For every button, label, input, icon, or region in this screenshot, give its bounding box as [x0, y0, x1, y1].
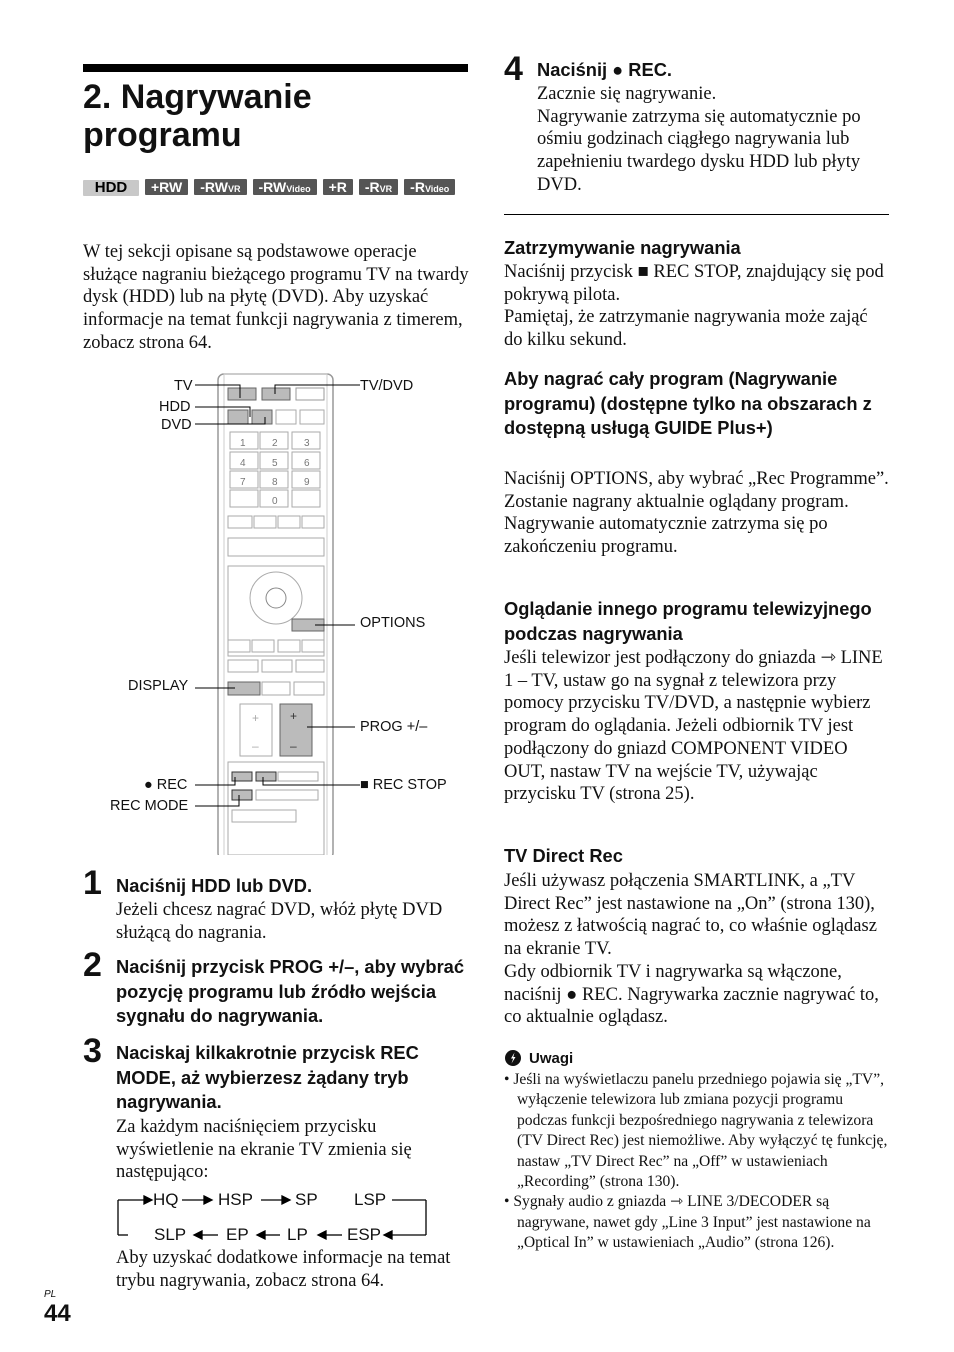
remote-key-8: 8	[272, 477, 278, 488]
step-1-heading: Naciśnij HDD lub DVD.	[116, 875, 313, 896]
page-language: PL	[44, 1289, 57, 1300]
notes-heading: Uwagi	[529, 1049, 574, 1067]
remote-key-6: 6	[304, 458, 310, 469]
badge-plus-r: +R	[323, 179, 353, 195]
mode-slp: SLP	[154, 1225, 187, 1244]
page-title: 2. Nagrywanie programu	[83, 78, 312, 154]
badge-minus-rw-vr: -RWVR	[194, 179, 246, 195]
step-2-heading: Naciśnij przycisk PROG +/–, aby wybrać pozycję programu lub źródło wejścia sygnału do nagrywania.	[116, 956, 465, 1026]
section-tv-direct-rec-body: Jeśli używasz połączenia SMARTLINK, a „TV Direct Rec” jest nastawione na „On” (strona 130), możesz z łatwością nagrać to, co właśnie oglądasz na ekranie TV. Gdy odbiornik TV i nagrywarka są włączone, naciśnij ● REC. Nagrywarka zacznie nagrywać to, co aktualnie oglądasz.	[504, 871, 879, 1028]
notes-list	[504, 1070, 889, 1254]
remote-label-tvdvd: TV/DVD	[360, 378, 414, 394]
disc-type-badges	[83, 179, 473, 201]
badge-minus-r-video: -RVideo	[404, 179, 455, 195]
remote-label-display: DISPLAY	[128, 678, 189, 694]
svg-text:–: –	[252, 739, 259, 753]
step-4-number: 4	[504, 50, 523, 88]
section-stop-heading: Zatrzymywanie nagrywania	[504, 237, 741, 258]
note-item: • Sygnały audio z gniazda ⇾ LINE 3/DECODER są nagrywane, nawet gdy „Line 3 Input” jest nastawione na „Optical In” w ustawieniach „Audio” (strona 126).	[504, 1193, 871, 1252]
section-tv-direct-rec-heading: TV Direct Rec	[504, 845, 623, 866]
notes-block	[504, 1049, 889, 1254]
mode-sp: SP	[295, 1190, 318, 1209]
badge-plus-rw: +RW	[145, 179, 188, 195]
page-number: 44	[44, 1300, 71, 1327]
remote-label-hdd: HDD	[159, 399, 191, 415]
step-3-after: Aby uzyskać dodatkowe informacje na temat trybu nagrywania, zobacz strona 64.	[116, 1248, 451, 1291]
svg-text:+: +	[252, 711, 260, 725]
remote-key-5: 5	[272, 458, 278, 469]
step-2-number: 2	[83, 946, 102, 984]
section-watch-other-heading: Oglądanie innego programu telewizyjnego podczas nagrywania	[504, 598, 872, 644]
section-rec-programme-body: Naciśnij OPTIONS, aby wybrać „Rec Programme”. Zostanie nagrany aktualnie oglądany program. Nagrywanie automatycznie zatrzyma się po zakończeniu programu.	[504, 469, 889, 558]
mode-lsp: LSP	[354, 1190, 387, 1209]
remote-label-tv: TV	[174, 378, 193, 394]
section-rec-programme-heading: Aby nagrać cały program (Nagrywanie programu) (dostępne tylko na obszarach z dostępną usługą GUIDE Plus+)	[504, 368, 872, 438]
section-stop-body: Naciśnij przycisk ■ REC STOP, znajdujący się pod pokrywą pilota. Pamiętaj, że zatrzymanie nagrywania może zająć do kilku sekund.	[504, 262, 884, 351]
step-1-body: Jeżeli chcesz nagrać DVD, włóż płytę DVD służącą do nagrania.	[116, 900, 443, 943]
mode-esp: ESP	[347, 1225, 382, 1244]
svg-text:–: –	[290, 739, 297, 753]
remote-label-rec-stop: ■ REC STOP	[360, 777, 447, 793]
note-icon	[504, 1049, 522, 1067]
remote-key-7: 7	[240, 477, 246, 488]
step-1-number: 1	[83, 864, 102, 902]
step-3-heading: Naciskaj kilkakrotnie przycisk REC MODE, aż wybierzesz żądany tryb nagrywania.	[116, 1042, 419, 1112]
mode-hsp: HSP	[218, 1190, 253, 1209]
section-watch-other-body: Jeśli telewizor jest podłączony do gniazda ⇾ LINE 1 – TV, ustaw go na sygnał z telewizora przy pomocy przycisku TV/DVD, a następnie wybierz program do oglądania. Jeżeli odbiornik TV jest podłączony do gniazd COMPONENT VIDEO OUT, nastaw TV na wejście TV, używając przycisku TV (strona 25).	[504, 648, 883, 805]
remote-key-0: 0	[272, 496, 278, 507]
badge-minus-r-vr: -RVR	[359, 179, 398, 195]
remote-key-9: 9	[304, 477, 310, 488]
mode-ep: EP	[226, 1225, 249, 1244]
remote-label-rec: ● REC	[144, 777, 188, 793]
badge-minus-rw-video: -RWVideo	[253, 179, 317, 195]
remote-label-prog: PROG +/–	[360, 719, 428, 735]
step-3-body: Za każdym naciśnięciem przycisku wyświetlenie na ekranie TV zmienia się następująco:	[116, 1117, 412, 1183]
intro-paragraph: W tej sekcji opisane są podstawowe operacje służące nagraniu bieżącego programu TV na twardy dysk (HDD) lub na płytę (DVD). Aby uzyskać informacje na temat funkcji nagrywania z timerem, zobacz strona 64.	[83, 242, 469, 353]
mode-lp: LP	[287, 1225, 308, 1244]
remote-label-options: OPTIONS	[360, 615, 426, 631]
recording-mode-cycle	[116, 1188, 436, 1248]
badge-hdd: HDD	[83, 180, 139, 196]
title-bar	[83, 64, 468, 72]
svg-text:+: +	[290, 709, 298, 723]
step-4-heading: Naciśnij ● REC.	[537, 59, 672, 80]
remote-key-3: 3	[304, 438, 310, 449]
remote-key-4: 4	[240, 458, 246, 469]
step-3-number: 3	[83, 1032, 102, 1070]
remote-label-rec-mode: REC MODE	[110, 798, 189, 814]
step-4-body: Zacznie się nagrywanie. Nagrywanie zatrzyma się automatycznie po ośmiu godzinach ciągłego nagrywania lub zapełnieniu twardego dysku HDD lub płyty DVD.	[537, 84, 861, 195]
remote-leader-lines	[195, 370, 365, 820]
remote-key-2: 2	[272, 438, 278, 449]
remote-label-dvd: DVD	[161, 417, 192, 433]
mode-hq: HQ	[153, 1190, 179, 1209]
remote-key-1: 1	[240, 438, 246, 449]
section-divider	[504, 214, 889, 215]
note-item: • Jeśli na wyświetlaczu panelu przedniego pojawia się „TV”, wyłączenie telewizora lub zmiana pozycji programu podczas funkcji bezpośredniego nagrywania z telewizora (TV Direct Rec) jest niemożliwe. Aby wyłączyć tę funkcję, nastaw „TV Direct Rec” na „Off” w ustawieniach „Recording” (strona 130).	[504, 1071, 888, 1191]
